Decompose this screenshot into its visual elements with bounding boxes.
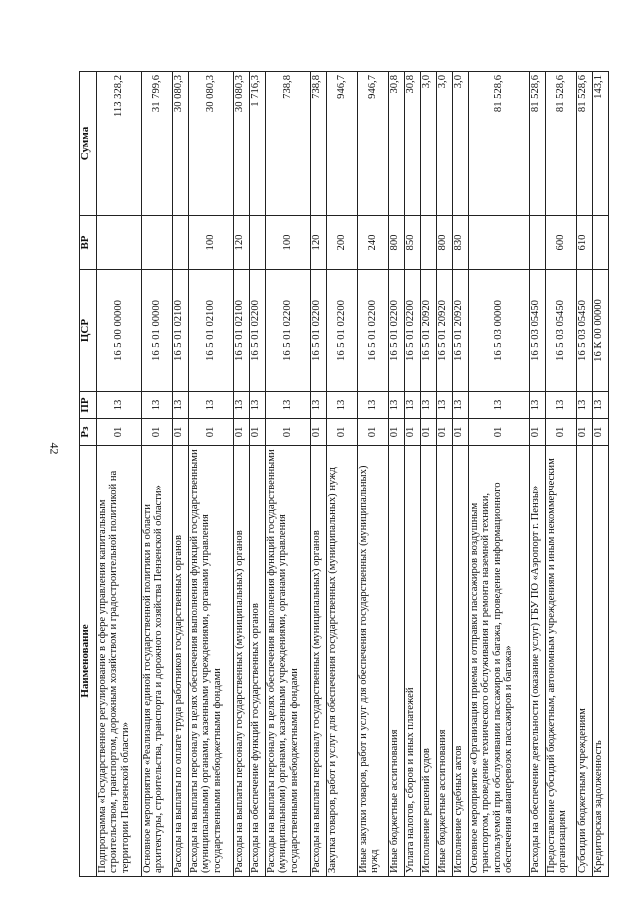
row-pr: 13	[234, 392, 250, 419]
row-vr: 120	[311, 216, 327, 270]
row-vr: 850	[405, 216, 421, 270]
row-csr: 16 5 01 20920	[437, 270, 453, 392]
row-rz: 01	[405, 419, 421, 446]
row-vr	[97, 216, 142, 270]
row-name: Основное мероприятие «Организация приема и отправки пассажиров воздушным транспортом, проведение технического обслуживания и ремонта наземной техники, используемой при обслуживании пассажиров и багажа, проведение информационного обеспечения авиаперевозок пассажиров и багажа»	[469, 446, 530, 877]
row-sum: 81 528,6	[577, 72, 593, 216]
row-vr: 600	[546, 216, 577, 270]
table-row	[437, 72, 453, 877]
row-name: Кредиторская задолженность	[593, 446, 609, 877]
row-vr: 800	[389, 216, 405, 270]
row-vr	[469, 216, 530, 270]
table-row	[389, 72, 405, 877]
table-row	[530, 72, 546, 877]
row-name: Расходы на выплаты персоналу в целях обеспечения выполнения функций государственными (муниципальными) органами, казенными учреждениями, органами управления государственными внебюджетными фондами	[266, 446, 311, 877]
table-row	[266, 72, 311, 877]
row-pr: 13	[530, 392, 546, 419]
header-name: Наименование	[80, 446, 97, 877]
row-sum: 30 080,3	[189, 72, 234, 216]
row-vr: 100	[189, 216, 234, 270]
row-pr: 13	[405, 392, 421, 419]
header-csr: ЦСР	[80, 270, 97, 392]
row-vr	[250, 216, 266, 270]
row-vr: 240	[358, 216, 389, 270]
table-row	[421, 72, 437, 877]
row-rz: 01	[389, 419, 405, 446]
header-sum: Сумма	[80, 72, 97, 216]
row-csr: 16 5 03 05450	[546, 270, 577, 392]
row-rz: 01	[593, 419, 609, 446]
table-row	[546, 72, 577, 877]
row-vr	[593, 216, 609, 270]
row-pr: 13	[421, 392, 437, 419]
row-sum: 946,7	[327, 72, 358, 216]
row-sum: 30,8	[405, 72, 421, 216]
row-pr: 13	[437, 392, 453, 419]
row-sum: 30,8	[389, 72, 405, 216]
row-csr: 16 5 03 00000	[469, 270, 530, 392]
row-csr: 16 5 01 02200	[327, 270, 358, 392]
row-sum: 1 716,3	[250, 72, 266, 216]
row-csr: 16 5 01 02100	[189, 270, 234, 392]
row-csr: 16 5 01 02200	[389, 270, 405, 392]
row-sum: 738,8	[266, 72, 311, 216]
row-name: Исполнение судебных актов	[453, 446, 469, 877]
row-rz: 01	[173, 419, 189, 446]
row-name: Основное мероприятие «Реализация единой государственной политики в области архитектуры, строительства, транспорта и дорожного хозяйства Пензенской области»	[142, 446, 173, 877]
row-sum: 3,0	[453, 72, 469, 216]
row-vr: 830	[453, 216, 469, 270]
row-vr: 800	[437, 216, 453, 270]
row-rz: 01	[546, 419, 577, 446]
row-csr: 16 5 01 02200	[358, 270, 389, 392]
row-pr: 13	[189, 392, 234, 419]
table-row	[469, 72, 530, 877]
row-csr: 16 5 01 02200	[311, 270, 327, 392]
row-name: Расходы на выплаты по оплате труда работников государственных органов	[173, 446, 189, 877]
table-row	[577, 72, 593, 877]
table-row	[327, 72, 358, 877]
table-row	[311, 72, 327, 877]
row-pr: 13	[250, 392, 266, 419]
row-name: Расходы на выплаты персоналу в целях обеспечения выполнения функций государственными (муниципальными) органами, казенными учреждениями, органами управления государственными внебюджетными фондами	[189, 446, 234, 877]
row-rz: 01	[577, 419, 593, 446]
row-csr: 16 5 01 02200	[405, 270, 421, 392]
row-pr: 13	[469, 392, 530, 419]
table-row	[234, 72, 250, 877]
rotated-page	[79, 72, 604, 877]
table-header-row	[80, 72, 97, 877]
row-sum: 31 799,6	[142, 72, 173, 216]
table-row	[593, 72, 609, 877]
row-csr: 16 5 03 05450	[530, 270, 546, 392]
row-vr: 120	[234, 216, 250, 270]
row-name: Расходы на обеспечение деятельности (оказание услуг) ГБУ ПО «Аэропорт г. Пензы»	[530, 446, 546, 877]
header-rz: Рз	[80, 419, 97, 446]
row-name: Иные бюджетные ассигнования	[389, 446, 405, 877]
row-name: Закупка товаров, работ и услуг для обеспечения государственных (муниципальных) нужд	[327, 446, 358, 877]
row-sum: 3,0	[437, 72, 453, 216]
row-vr	[173, 216, 189, 270]
row-csr: 16 5 00 00000	[97, 270, 142, 392]
row-csr: 16 5 01 02200	[266, 270, 311, 392]
row-rz: 01	[437, 419, 453, 446]
row-pr: 13	[358, 392, 389, 419]
row-csr: 16 5 01 02200	[250, 270, 266, 392]
row-csr: 16 5 03 05450	[577, 270, 593, 392]
row-csr: 16 5 01 02100	[173, 270, 189, 392]
page-number: 42	[47, 442, 62, 455]
row-sum: 81 528,6	[469, 72, 530, 216]
header-pr: ПР	[80, 392, 97, 419]
row-rz: 01	[142, 419, 173, 446]
table-row	[97, 72, 142, 877]
row-name: Предоставление субсидий бюджетным, автономным учреждениям и иным некоммерческим организациям	[546, 446, 577, 877]
row-csr: 16 5 01 02100	[234, 270, 250, 392]
row-sum: 946,7	[358, 72, 389, 216]
row-pr: 13	[389, 392, 405, 419]
table-row	[358, 72, 389, 877]
table-row	[189, 72, 234, 877]
row-pr: 13	[593, 392, 609, 419]
row-pr: 13	[173, 392, 189, 419]
row-sum: 30 080,3	[173, 72, 189, 216]
row-rz: 01	[453, 419, 469, 446]
row-name: Подпрограмма «Государственное регулирование в сфере управления капитальным строительством, транспортом, дорожным хозяйством и градостроительной политикой на территории Пензенской области»	[97, 446, 142, 877]
row-name: Субсидии бюджетным учреждениям	[577, 446, 593, 877]
table-row	[173, 72, 189, 877]
row-rz: 01	[469, 419, 530, 446]
budget-table	[79, 71, 609, 877]
row-rz: 01	[311, 419, 327, 446]
row-csr: 16 5 01 00000	[142, 270, 173, 392]
row-rz: 01	[250, 419, 266, 446]
row-csr: 16 К 00 00000	[593, 270, 609, 392]
row-rz: 01	[97, 419, 142, 446]
row-vr	[421, 216, 437, 270]
table-row	[142, 72, 173, 877]
row-name: Исполнение решений судов	[421, 446, 437, 877]
row-vr	[142, 216, 173, 270]
row-rz: 01	[266, 419, 311, 446]
row-rz: 01	[421, 419, 437, 446]
row-sum: 30 080,3	[234, 72, 250, 216]
row-csr: 16 5 01 20920	[453, 270, 469, 392]
row-pr: 13	[546, 392, 577, 419]
row-pr: 13	[266, 392, 311, 419]
row-pr: 13	[327, 392, 358, 419]
row-sum: 113 328,2	[97, 72, 142, 216]
row-name: Расходы на выплаты персоналу государственных (муниципальных) органов	[234, 446, 250, 877]
row-pr: 13	[142, 392, 173, 419]
row-rz: 01	[358, 419, 389, 446]
row-sum: 3,0	[421, 72, 437, 216]
row-pr: 13	[577, 392, 593, 419]
row-rz: 01	[189, 419, 234, 446]
table-row	[250, 72, 266, 877]
row-rz: 01	[530, 419, 546, 446]
row-rz: 01	[327, 419, 358, 446]
row-vr: 200	[327, 216, 358, 270]
row-pr: 13	[311, 392, 327, 419]
row-rz: 01	[234, 419, 250, 446]
table-row	[453, 72, 469, 877]
row-vr	[530, 216, 546, 270]
row-vr: 610	[577, 216, 593, 270]
row-csr: 16 5 01 20920	[421, 270, 437, 392]
row-sum: 81 528,6	[530, 72, 546, 216]
table-row	[405, 72, 421, 877]
row-sum: 738,8	[311, 72, 327, 216]
row-name: Расходы на выплаты персоналу государственных (муниципальных) органов	[311, 446, 327, 877]
row-name: Уплата налогов, сборов и иных платежей	[405, 446, 421, 877]
row-sum: 143,1	[593, 72, 609, 216]
row-pr: 13	[453, 392, 469, 419]
row-vr: 100	[266, 216, 311, 270]
row-name: Расходы на обеспечение функций государственных органов	[250, 446, 266, 877]
header-vr: ВР	[80, 216, 97, 270]
row-name: Иные бюджетные ассигнования	[437, 446, 453, 877]
row-name: Иные закупки товаров, работ и услуг для обеспечения государственных (муниципальных) нужд	[358, 446, 389, 877]
row-pr: 13	[97, 392, 142, 419]
row-sum: 81 528,6	[546, 72, 577, 216]
